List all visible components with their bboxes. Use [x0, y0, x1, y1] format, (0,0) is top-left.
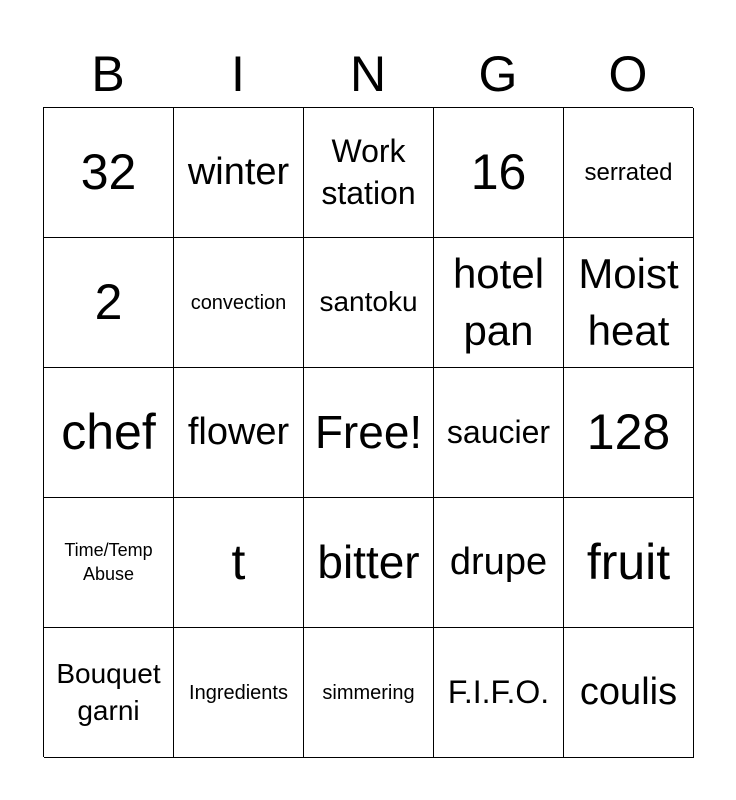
- cell-label: winter: [187, 150, 290, 193]
- cell-label: Ingredients: [189, 681, 288, 704]
- cell-label: flower: [187, 410, 290, 453]
- bingo-cell[interactable]: [434, 238, 564, 368]
- bingo-cell[interactable]: [304, 238, 434, 368]
- bingo-cell[interactable]: [434, 628, 564, 758]
- header-letter-o: O: [608, 46, 648, 102]
- header-letter-b: B: [91, 46, 125, 102]
- cell-label: 2: [94, 274, 123, 330]
- bingo-cell[interactable]: [174, 498, 304, 628]
- cell-label: 32: [80, 144, 137, 200]
- cell-label: santoku: [319, 286, 418, 318]
- bingo-cell[interactable]: [174, 238, 304, 368]
- bingo-cell[interactable]: [44, 108, 174, 238]
- cell-label: Time/Temp Abuse: [64, 540, 153, 584]
- bingo-cell[interactable]: [304, 108, 434, 238]
- bingo-cell[interactable]: [564, 628, 694, 758]
- bingo-cell[interactable]: [304, 628, 434, 758]
- header-letter-i: I: [231, 46, 245, 102]
- cell-label: 16: [470, 144, 527, 200]
- cell-label: chef: [61, 404, 156, 460]
- header-letter-n: N: [349, 46, 387, 102]
- cell-label: coulis: [579, 670, 678, 713]
- bingo-cell[interactable]: [44, 368, 174, 498]
- bingo-header: [43, 42, 693, 106]
- cell-label: 128: [586, 404, 671, 460]
- bingo-cell[interactable]: [564, 108, 694, 238]
- bingo-cell[interactable]: [564, 498, 694, 628]
- cell-label: Bouquet garni: [56, 658, 161, 726]
- cell-label: Moist heat: [578, 249, 679, 354]
- cell-label: Work station: [321, 132, 416, 211]
- cell-label: bitter: [317, 535, 420, 588]
- header-letter-g: G: [478, 46, 518, 102]
- cell-label: simmering: [322, 681, 415, 704]
- cell-label: F.I.F.O.: [447, 673, 550, 710]
- bingo-cell[interactable]: [174, 368, 304, 498]
- bingo-cell[interactable]: [564, 368, 694, 498]
- cell-label: hotel pan: [452, 249, 545, 354]
- bingo-cell[interactable]: [44, 498, 174, 628]
- bingo-cell[interactable]: [44, 238, 174, 368]
- bingo-cell[interactable]: [434, 368, 564, 498]
- cell-label: t: [231, 534, 246, 590]
- bingo-cell[interactable]: [44, 628, 174, 758]
- bingo-cell[interactable]: [434, 498, 564, 628]
- bingo-board: [43, 107, 693, 757]
- cell-label: convection: [190, 291, 287, 314]
- cell-label: saucier: [446, 413, 551, 450]
- bingo-cell[interactable]: [304, 498, 434, 628]
- free-space-cell[interactable]: [304, 368, 434, 498]
- bingo-cell[interactable]: [174, 628, 304, 758]
- cell-label: serrated: [584, 158, 673, 186]
- bingo-cell[interactable]: [434, 108, 564, 238]
- cell-label: fruit: [586, 534, 671, 590]
- free-space-label: Free!: [314, 405, 423, 458]
- bingo-cell[interactable]: [564, 238, 694, 368]
- bingo-cell[interactable]: [174, 108, 304, 238]
- cell-label: drupe: [449, 540, 548, 583]
